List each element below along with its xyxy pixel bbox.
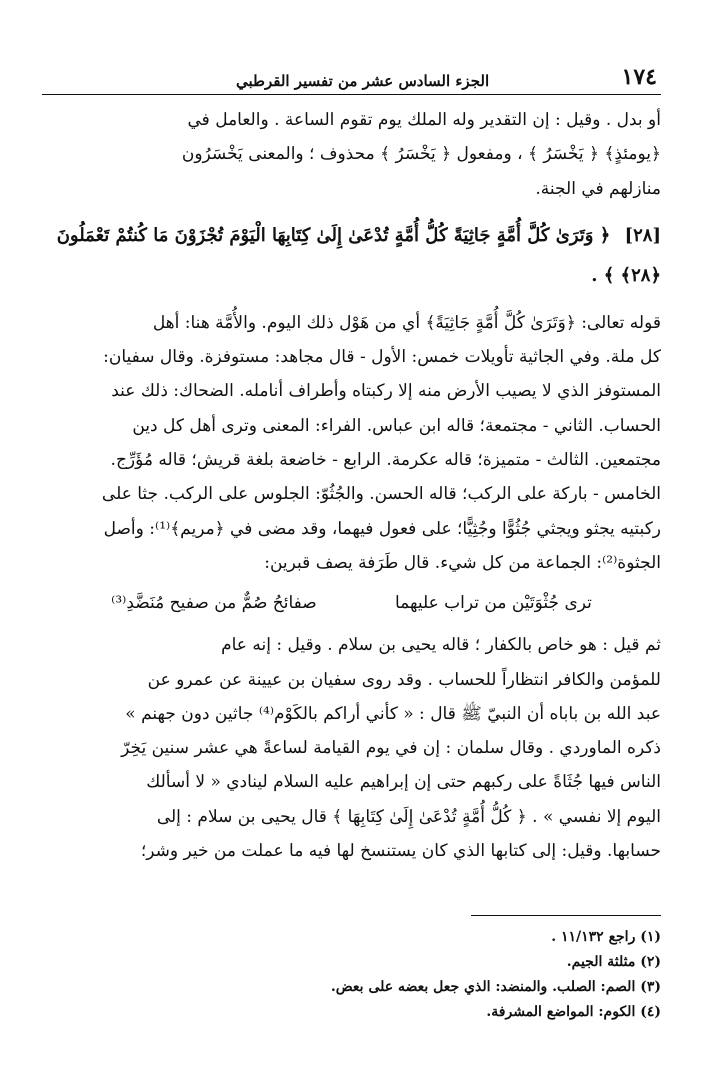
commentary-line-5: مجتمعين. الثالث - متميزة؛ قاله عكرمة. الرابع - خاضعة بلغة قريش؛ قاله مُؤَرِّج.	[110, 450, 661, 471]
commentary-line-3: المستوفز الذي لا يصيب الأرض منه إلا ركبتاه وأطراف أنامله. الضحاك: ذلك عند	[111, 381, 661, 402]
running-title: الجزء السادس عشر من تفسير القرطبي	[236, 72, 490, 90]
poem-hemistich-2: صفائحُ صُمٌّ من صفيح مُنَضَّدِ⁽³⁾	[111, 593, 317, 614]
continuation-line-4: ذكره الماوردي . وقال سلمان : إن في يوم القيامة لساعةً هي عشر سنين يَخِرّ	[121, 738, 661, 759]
continuation-line-7: حسابها. وقيل: إلى كتابها الذي كان يستنسخ لها فيه ما عملت من خير وشر؛	[140, 841, 661, 862]
footnote-4: (٤) الكوم: المواضع المشرفة.	[486, 1004, 661, 1020]
page-body	[42, 103, 661, 868]
commentary-line-4: الحساب. الثاني - مجتمعة؛ قاله ابن عباس. الفراء: المعنى وترى أهل كل دين	[132, 415, 661, 436]
footnote-1: (١) راجع ١١/١٣٢ .	[551, 929, 661, 945]
commentary-line-7: ركبتيه يجثو ويجثي جُثُوًّا وجُثِيًّا؛ على فعول فيهما، وقد مضى في ﴿مريم﴾⁽¹⁾: وأصل	[103, 518, 661, 539]
footnote-2: (٢) مثلثة الجيم.	[566, 954, 661, 970]
verse-number: [٢٨]	[624, 224, 661, 246]
continuation-line-6: اليوم إلا نفسي » . ﴿ كُلُّ أُمَّةٍ تُدْعَىٰ إِلَىٰ كِتَابِهَا ﴾ قال يحيى بن سلام : إلى	[156, 806, 661, 827]
commentary-line-6: الخامس - باركة على الركب؛ قاله الحسن. والجُثُوّ: الجلوس على الركب. جثا على	[101, 484, 661, 505]
quran-verse	[42, 216, 661, 296]
continuation-line-3: عبد الله بن باباه أن النبيّ ﷺ قال : « كأني أراكم بالكَوْم⁽⁴⁾ جاثين دون جهنم »	[125, 703, 661, 724]
commentary-line-1: قوله تعالى: ﴿وَتَرَىٰ كُلَّ أُمَّةٍ جَاثِيَةً﴾ أي من هَوْل ذلك اليوم. والأُمَّة هنا: أهل	[152, 312, 661, 333]
intro-line-2: ﴿يومئذٍ﴾ ﴿ يَخْسَرُ ﴾ ، ومفعول ﴿ يَخْسَرُ ﴾ محذوف ؛ والمعنى يَخْسَرُون	[181, 144, 661, 165]
footnote-divider	[471, 915, 661, 916]
continuation-line-5: الناس فيها جُثَاةً على ركبهم حتى إن إبراهيم عليه السلام لينادي « لا أسألك	[146, 772, 661, 793]
footnote-3: (٣) الصم: الصلب. والمنضد: الذي جعل بعضه على بعض.	[330, 979, 661, 995]
verse-text: ﴿ وَتَرَىٰ كُلَّ أُمَّةٍ جَاثِيَةً كُلُّ أُمَّةٍ تُدْعَىٰ إِلَىٰ كِتَابِهَا الْيَوْمَ تُجْزَوْنَ مَا كُنتُمْ تَعْمَلُونَ ﴿٢٨﴾ ﴾ .	[56, 224, 661, 286]
commentary-line-2: كل ملة. وفي الجاثية تأويلات خمس: الأول - قال مجاهد: مستوفزة. وقال سفيان:	[103, 347, 661, 368]
commentary-line-8: الجثوة⁽²⁾: الجماعة من كل شيء. قال طَرَفة يصف قبرين:	[264, 552, 661, 573]
page-number: ١٧٤	[621, 64, 657, 90]
page-header	[42, 58, 661, 95]
intro-line-1: أو بدل . وقيل : إن التقدير وله الملك يوم تقوم الساعة . والعامل في	[187, 110, 661, 130]
poem-hemistich-1: ترى جُثْوَتَيْن من تراب عليهما	[394, 593, 592, 614]
poem-verse	[72, 584, 631, 622]
footnotes	[42, 925, 661, 1025]
continuation-line-1: ثم قيل : هو خاص بالكفار ؛ قاله يحيى بن سلام . وقيل : إنه عام	[221, 635, 661, 656]
intro-line-3: منازلهم في الجنة.	[535, 178, 661, 199]
continuation-line-2: للمؤمن والكافر انتظاراً للحساب . وقد روى سفيان بن عيينة عن عمرو عن	[147, 669, 661, 690]
